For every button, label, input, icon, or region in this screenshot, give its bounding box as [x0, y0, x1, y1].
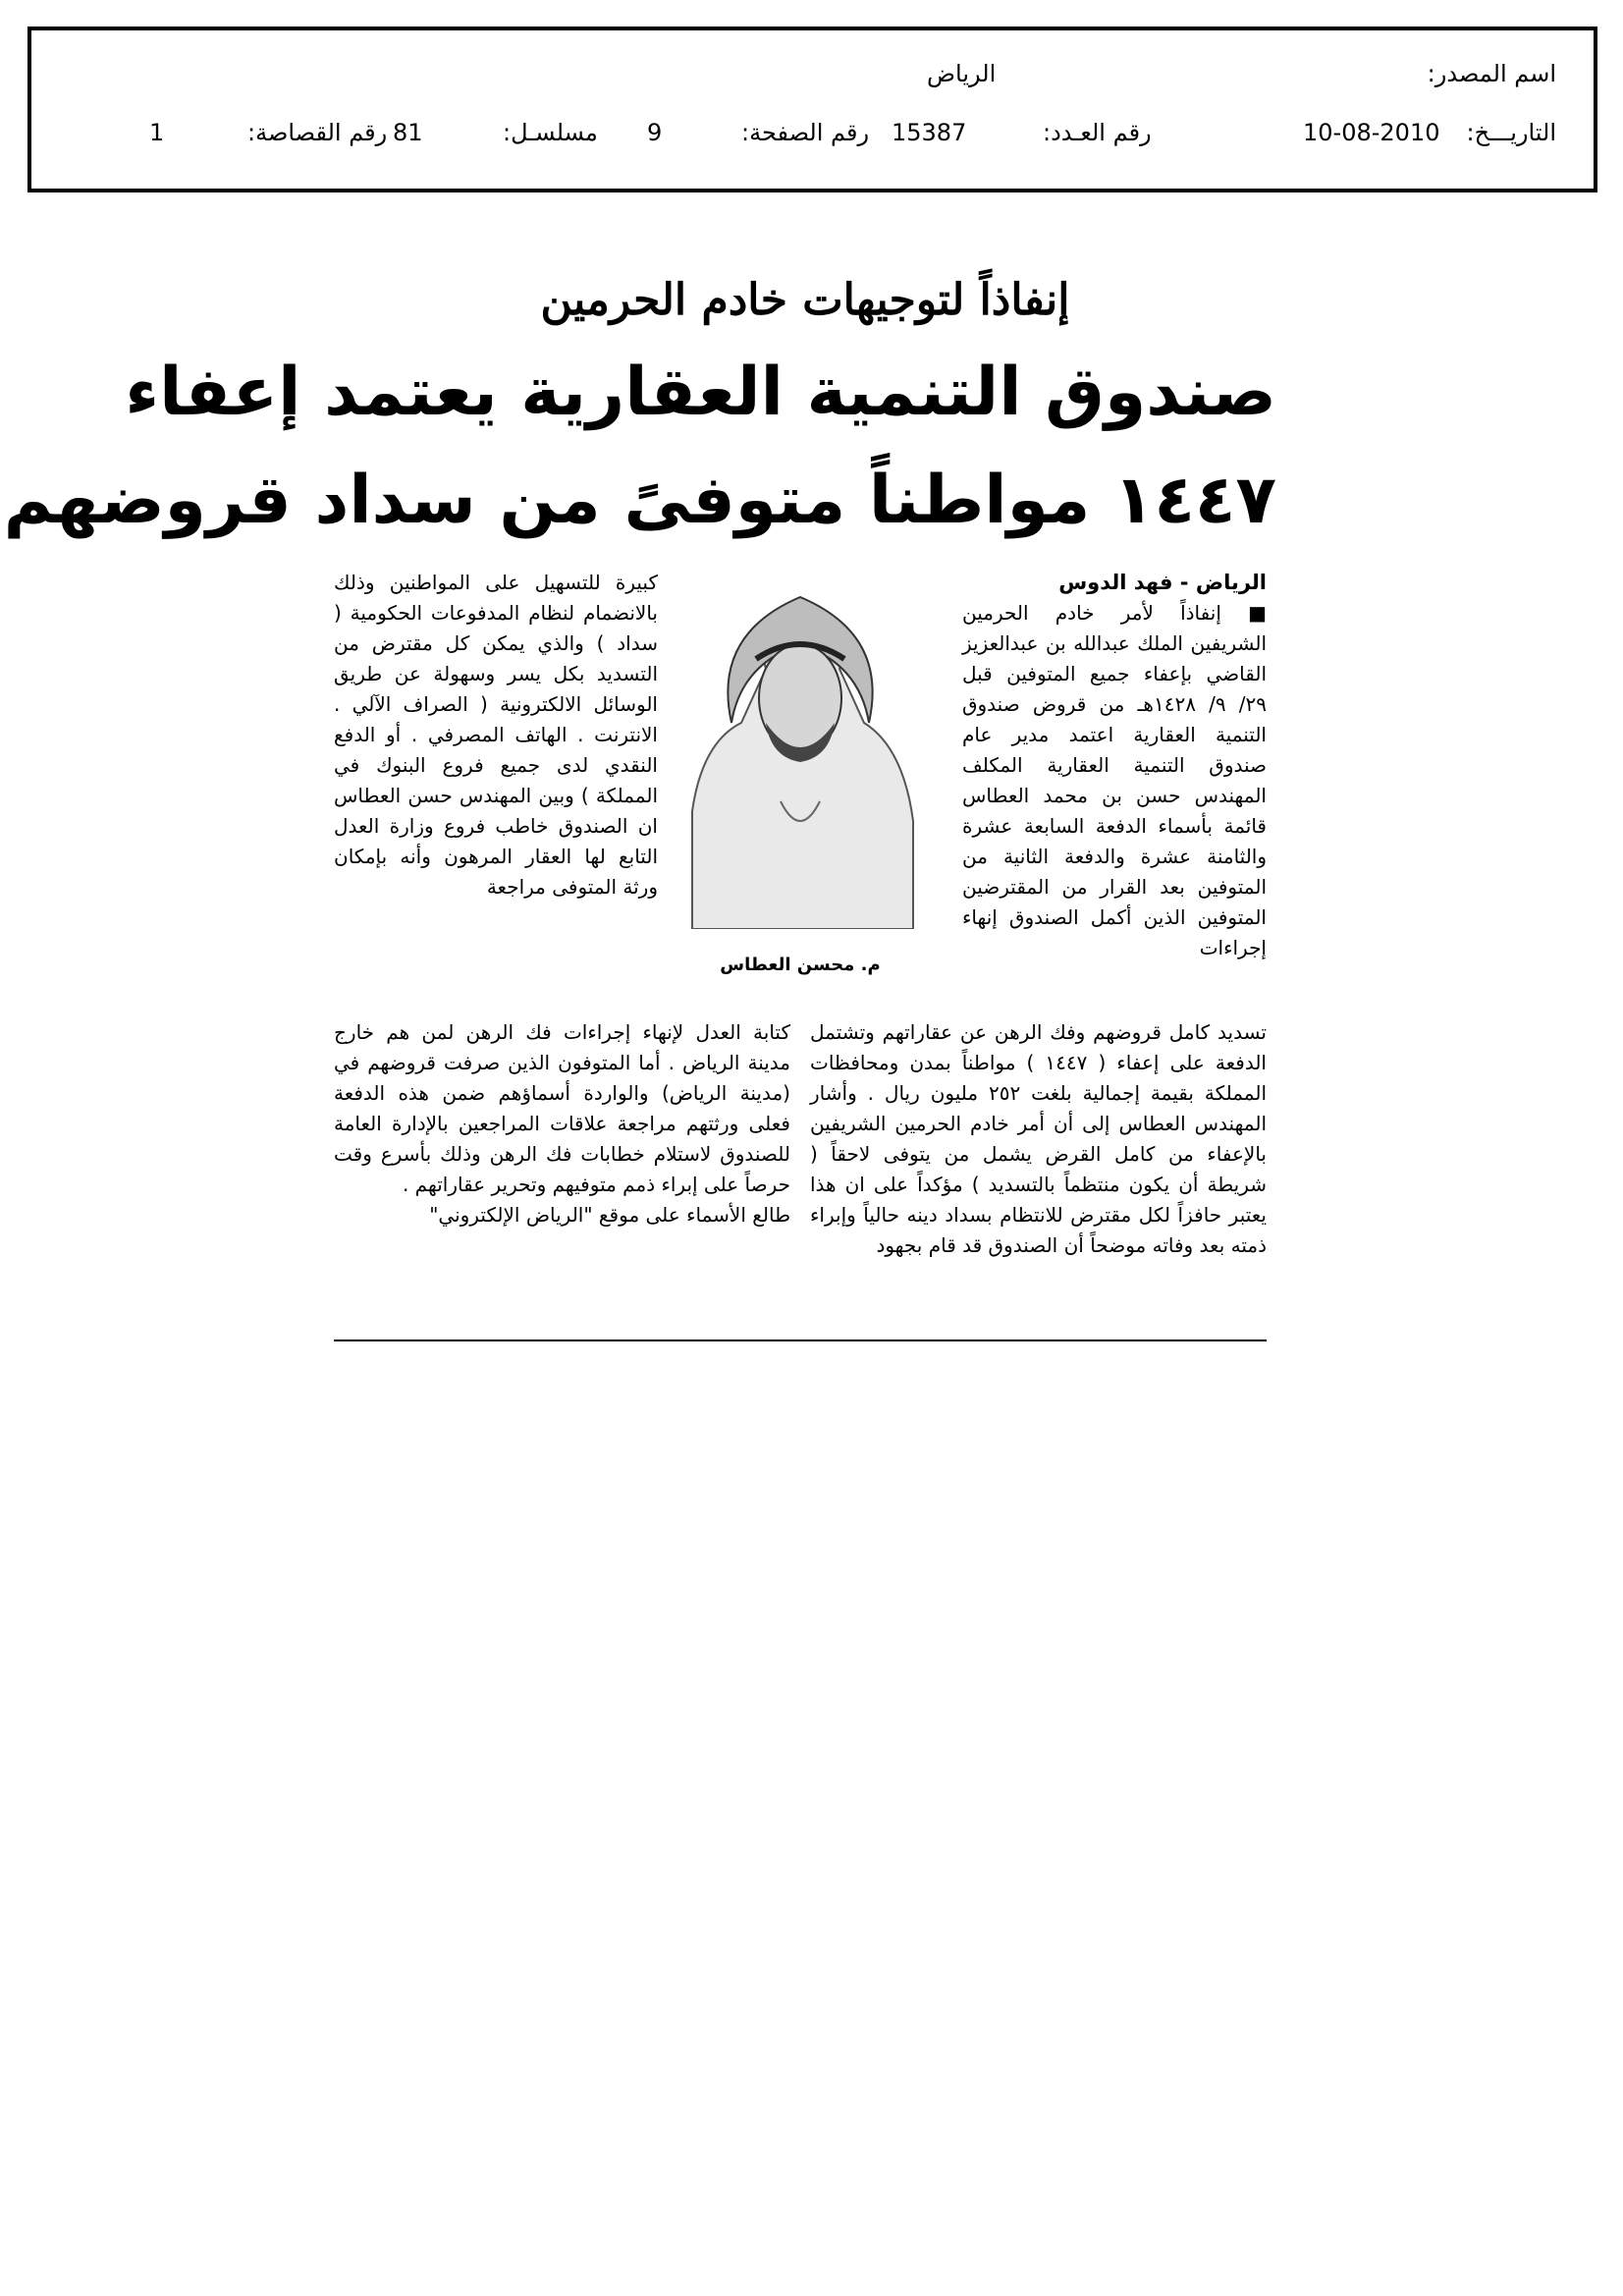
source-label: اسم المصدر:	[1427, 60, 1556, 87]
clip-value: 1	[149, 119, 165, 146]
page-label: رقم الصفحة:	[741, 119, 870, 146]
article-headline-line1: صندوق التنمية العقارية يعتمد إعفاء	[125, 354, 1276, 431]
article-bottom-rule	[334, 1339, 1267, 1341]
serial-value: 81	[393, 119, 423, 146]
article-bottom-left	[334, 1017, 790, 1230]
issue-value: 15387	[892, 119, 967, 146]
page-value: 9	[647, 119, 663, 146]
portrait-photo	[673, 575, 928, 929]
bottom-left-text: كتابة العدل لإنهاء إجراءات فك الرهن لمن هم خارج مدينة الرياض . أما المتوفون الذين صرفت قروضهم في (مدينة الرياض) والواردة أسماؤهم ضمن هذه الدفعة فعلى ورثتهم مراجعة علاقات المراجعين بالإدارة العامة للصندوق لاستلام خطابات فك الرهن وذلك بأسرع وقت حرصاً على إبراء ذمم متوفيهم وتحرير عقاراتهم .	[334, 1020, 790, 1196]
news-article	[3, 255, 1276, 1355]
serial-label: مسلسـل:	[503, 119, 598, 146]
issue-label: رقم العـدد:	[1043, 119, 1152, 146]
article-byline: الرياض - فهد الدوس	[1058, 571, 1267, 594]
photo-caption: م. محسن العطاس	[720, 955, 881, 975]
column-left-text: كبيرة للتسهيل على المواطنين وذلك بالانضمام لنظام المدفوعات الحكومية ( سداد ) والذي يمكن كل مقترض من التسديد بكل يسر وسهولة عن طريق الوسائل الالكترونية ( الصراف الآلي . الانترنت . الهاتف المصرفي . أو الدفع النقدي لدى جميع فروع البنوك في المملكة ) وبين المهندس حسن العطاس ان الصندوق خاطب فروع وزارة العدل التابع لها العقار المرهون وأنه بإمكان ورثة المتوفى مراجعة	[334, 571, 658, 899]
article-bottom-right	[810, 1017, 1267, 1261]
article-kicker: إنفاذاً لتوجيهات خادم الحرمين	[540, 275, 1070, 325]
article-column-right	[962, 568, 1267, 963]
source-value: الرياض	[927, 60, 997, 87]
date-label: التاريـــخ:	[1466, 119, 1556, 146]
date-value: 10-08-2010	[1303, 119, 1440, 146]
document-header	[27, 27, 1597, 192]
bottom-right-text: تسديد كامل قروضهم وفك الرهن عن عقاراتهم وتشتمل الدفعة على إعفاء ( ١٤٤٧ ) مواطناً بمدن ومحافظات المملكة بقيمة إجمالية بلغت ٢٥٢ مليون ريال . وأشار المهندس العطاس إلى أن أمر خادم الحرمين الشريفين بالإعفاء من كامل القرض يشمل من يتوفى لاحقاً ( شريطة أن يكون منتظماً بالتسديد ) مؤكداً على ان هذا يعتبر حافزاً لكل مقترض للانتظام بسداد دينه حالياً وإبراء ذمته بعد وفاته موضحاً أن الصندوق قد قام بجهود	[810, 1020, 1268, 1257]
article-headline-line2: ١٤٤٧ مواطناً متوفىً من سداد قروضهم	[3, 462, 1276, 539]
clip-label: رقم القصاصة:	[247, 119, 388, 146]
portrait-illustration	[673, 575, 928, 929]
bottom-left-end: طالع الأسماء على موقع "الرياض الإلكتروني"	[429, 1203, 790, 1227]
article-column-left	[334, 568, 658, 902]
column-right-text: ■ إنفاذاً لأمر خادم الحرمين الشريفين الملك عبدالله بن عبدالعزيز القاضي بإعفاء جميع المتوفين قبل ٢٩/ ٩/ ١٤٢٨هـ من قروض صندوق التنمية العقارية اعتمد مدير عام صندوق التنمية العقارية المكلف المهندس حسن بن محمد العطاس قائمة بأسماء الدفعة السابعة عشرة والثامنة عشرة والدفعة الثانية من المتوفين بعد القرار من المقترضين المتوفين الذين أكمل الصندوق إنهاء إجراءات	[962, 601, 1267, 959]
